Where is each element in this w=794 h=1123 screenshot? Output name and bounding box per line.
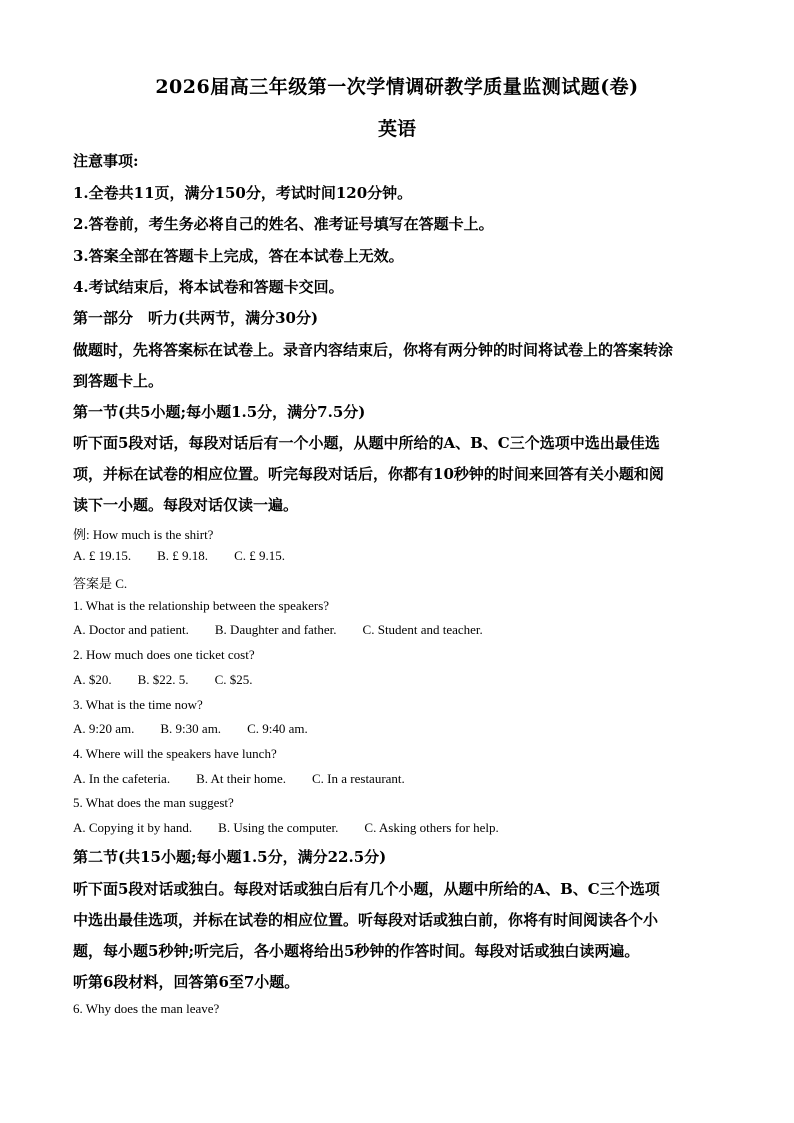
section2-instruction: 题，每小题5秒钟;听完后，各小题将给出5秒钟的作答时间。每段对话或独白读两遍。 (73, 942, 640, 960)
section2-instruction: 中选出最佳选项，并标在试卷的相应位置。听每段对话或独白前，你将有时间阅读各个小 (73, 911, 659, 929)
question: 2. How much does one ticket cost? (73, 647, 255, 662)
option: C. 9:40 am. (247, 721, 308, 736)
part1-instruction: 做题时，先将答案标在试卷上。录音内容结束后，你将有两分钟的时间将试卷上的答案转涂 (73, 341, 674, 359)
question: 4. Where will the speakers have lunch? (73, 746, 277, 761)
notice-item: 3.答案全部在答题卡上完成，答在本试卷上无效。 (73, 247, 404, 265)
question: 1. What is the relationship between the speakers? (73, 598, 330, 613)
section2-instruction: 听下面5段对话或独白。每段对话或独白后有几个小题，从题中所给的A、B、C三个选项 (73, 880, 660, 898)
option: A. $20. (73, 672, 112, 687)
option: B. Using the computer. (218, 820, 339, 835)
example-answer: 答案是 C. (73, 576, 128, 591)
question-options (73, 672, 278, 688)
part1-heading: 第一部分 听力(共两节，满分30分) (73, 309, 319, 327)
question-options (73, 622, 509, 638)
part1-instruction: 到答题卡上。 (73, 372, 164, 390)
section1-heading: 第一节(共5小题;每小题1.5分，满分7.5分) (73, 403, 366, 421)
option: C. In a restaurant. (312, 771, 405, 786)
section1-instruction: 听下面5段对话，每段对话后有一个小题，从题中所给的A、B、C三个选项中选出最佳选 (73, 434, 660, 452)
option: B. At their home. (196, 771, 287, 786)
option: B. Daughter and father. (214, 622, 337, 637)
section1-instruction: 读下一小题。每段对话仅读一遍。 (73, 496, 299, 514)
section2-heading: 第二节(共15小题;每小题1.5分，满分22.5分) (73, 848, 387, 866)
notice-heading: 注意事项: (73, 152, 139, 170)
example-options (73, 548, 311, 564)
question-options (73, 820, 525, 836)
option: A. Doctor and patient. (73, 622, 189, 637)
option: C. $25. (214, 672, 253, 687)
notice-item: 2.答卷前，考生务必将自己的姓名、准考证号填写在答题卡上。 (73, 215, 494, 233)
material-heading: 听第6段材料，回答第6至7小题。 (73, 973, 300, 991)
option: C. £ 9.15. (234, 548, 285, 563)
option: A. 9:20 am. (73, 721, 135, 736)
question: 3. What is the time now? (73, 697, 203, 712)
option: C. Student and teacher. (362, 622, 483, 637)
example-question: 例: How much is the shirt? (73, 527, 214, 542)
question-options (73, 771, 431, 787)
option: A. £ 19.15. (73, 548, 132, 563)
option: C. Asking others for help. (364, 820, 499, 835)
subject-title: 英语 (377, 118, 416, 140)
notice-item: 1.全卷共11页，满分150分，考试时间120分钟。 (73, 184, 413, 202)
question-options (73, 721, 334, 737)
exam-title: 2026届高三年级第一次学情调研教学质量监测试题(卷) (155, 76, 639, 98)
option: B. £ 9.18. (157, 548, 209, 563)
question: 5. What does the man suggest? (73, 795, 234, 810)
notice-item: 4.考试结束后，将本试卷和答题卡交回。 (73, 278, 344, 296)
question: 6. Why does the man leave? (73, 1001, 220, 1016)
option: A. Copying it by hand. (73, 820, 193, 835)
option: A. In the cafeteria. (73, 771, 171, 786)
option: B. $22. 5. (137, 672, 189, 687)
option: B. 9:30 am. (160, 721, 222, 736)
section1-instruction: 项，并标在试卷的相应位置。听完每段对话后，你都有10秒钟的时间来回答有关小题和阅 (73, 465, 664, 483)
